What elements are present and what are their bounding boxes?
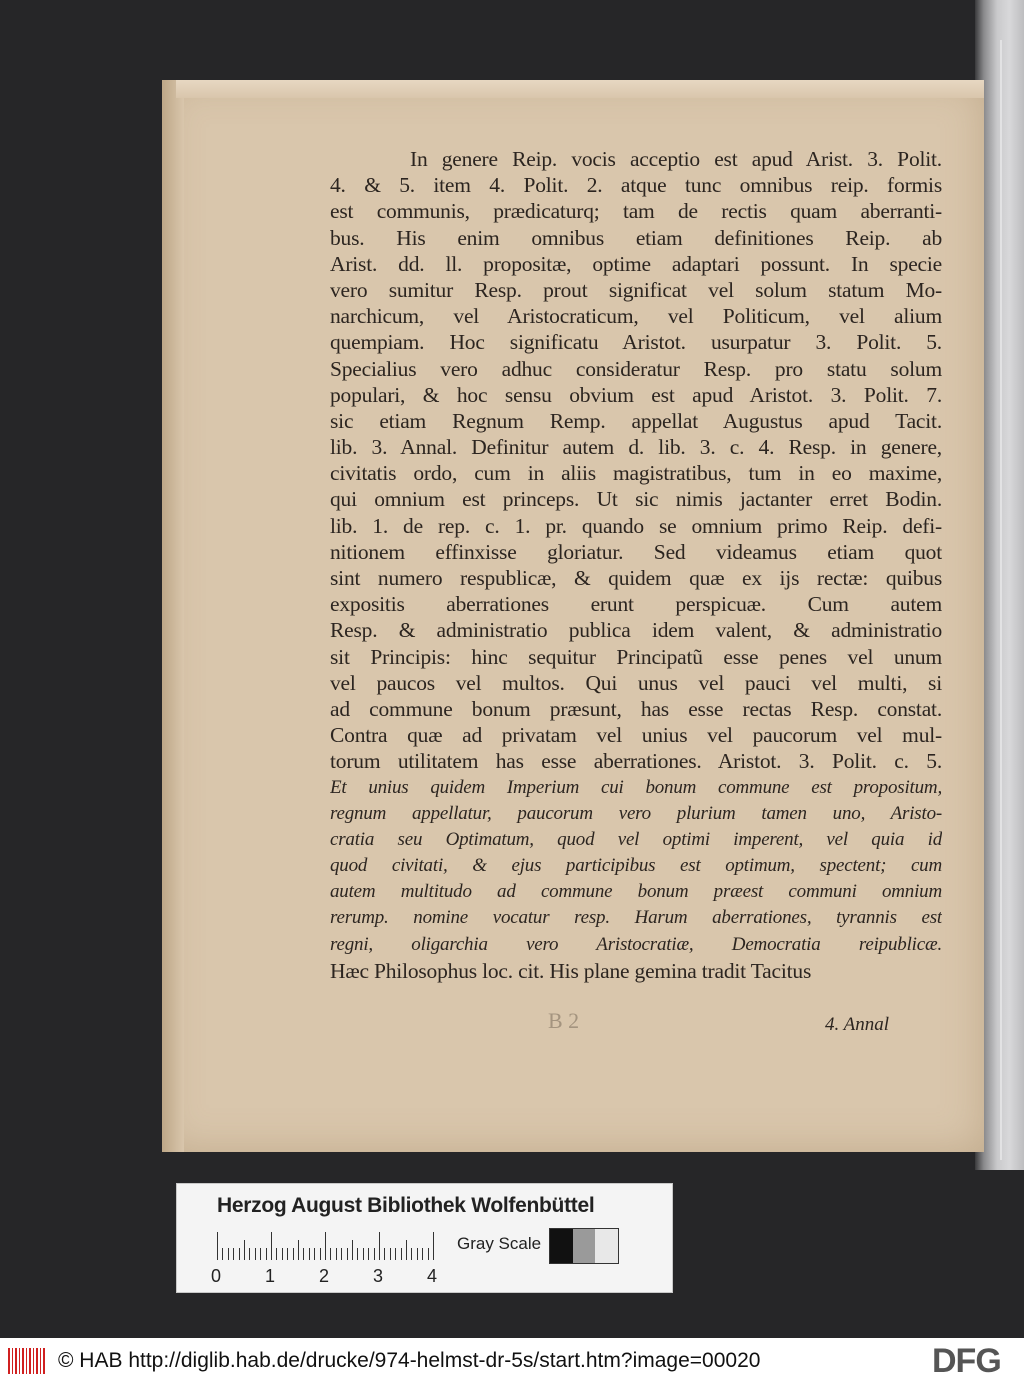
ruler-tick bbox=[309, 1248, 310, 1260]
ruler-tick bbox=[298, 1240, 299, 1260]
text-line: qui omnium est princeps. Ut sic nimis jactanter erret Bodin. bbox=[330, 487, 942, 512]
library-color-chart bbox=[176, 1183, 673, 1293]
text-line: nitionem effinxisse gloriatur. Sed videamus etiam quot bbox=[330, 539, 942, 564]
ruler-tick bbox=[325, 1232, 326, 1260]
ruler-tick bbox=[417, 1248, 418, 1260]
text-line: civitatis ordo, cum in aliis magistratibus, tum in eo maxime, bbox=[330, 461, 942, 486]
text-line: Contra quæ ad privatam vel unius vel paucorum vel mul- bbox=[330, 723, 942, 748]
text-line: narchicum, vel Aristocraticum, vel Politicum, vel alium bbox=[330, 304, 942, 329]
ruler-tick bbox=[217, 1232, 218, 1260]
text-line: vel paucos vel multos. Qui unus vel pauci vel multi, si bbox=[330, 670, 942, 695]
ruler-tick bbox=[422, 1248, 423, 1260]
ruler-tick bbox=[401, 1248, 402, 1260]
text-line: rerump. nomine vocatur resp. Harum aberrationes, tyrannis est bbox=[330, 907, 942, 929]
ruler-tick bbox=[411, 1248, 412, 1260]
page-text-block bbox=[330, 146, 942, 984]
grayscale-swatch bbox=[573, 1229, 596, 1263]
grayscale-swatch bbox=[550, 1229, 573, 1263]
ruler-tick bbox=[303, 1248, 304, 1260]
text-line: quod civitati, & ejus participibus est optimum, spectent; cum bbox=[330, 855, 942, 877]
text-line: lib. 1. de rep. c. 1. pr. quando se omnium primo Reip. defi- bbox=[330, 513, 942, 538]
ruler-tick bbox=[379, 1232, 380, 1260]
ruler-tick bbox=[406, 1240, 407, 1260]
ruler-tick bbox=[433, 1232, 434, 1260]
text-line: Hæc Philosophus loc. cit. His plane gemina tradit Tacitus bbox=[330, 958, 812, 983]
dfg-logo: DFG bbox=[932, 1342, 1001, 1380]
text-line: Specialius vero adhuc consideratur Resp. pro statu solum bbox=[330, 356, 942, 381]
ruler-tick bbox=[266, 1248, 267, 1260]
ruler-tick bbox=[384, 1248, 385, 1260]
ruler-tick bbox=[363, 1248, 364, 1260]
text-line: quempiam. Hoc significatu Aristot. usurpatur 3. Polit. 5. bbox=[330, 330, 942, 355]
text-line: Et unius quidem Imperium cui bonum commune est propositum, bbox=[330, 776, 942, 798]
ruler-tick bbox=[228, 1248, 229, 1260]
library-name: Herzog August Bibliothek Wolfenbüttel bbox=[217, 1194, 595, 1217]
text-line: Resp. & administratio publica idem valent, & administratio bbox=[330, 618, 942, 643]
ruler-tick bbox=[239, 1248, 240, 1260]
text-line: ad commune bonum præsunt, has esse rectas Resp. constat. bbox=[330, 696, 942, 721]
text-line: In genere Reip. vocis acceptio est apud Arist. 3. Polit. bbox=[410, 147, 942, 171]
grayscale-swatch bbox=[595, 1229, 618, 1263]
ruler-tick bbox=[428, 1248, 429, 1260]
text-line: bus. His enim omnibus etiam definitiones Reip. ab bbox=[330, 225, 942, 250]
ruler-tick bbox=[336, 1248, 337, 1260]
text-line: autem multitudo ad commune bonum præest communi omnium bbox=[330, 881, 942, 903]
text-line: cratia seu Optimatum, quod vel optimi imperent, vel quia id bbox=[330, 828, 942, 850]
ruler-tick bbox=[260, 1248, 261, 1260]
text-line: est communis, prædicaturq; tam de rectis quam aberranti- bbox=[330, 199, 942, 224]
ruler-tick bbox=[395, 1248, 396, 1260]
text-line: 4. & 5. item 4. Polit. 2. atque tunc omnibus reip. formis bbox=[330, 173, 942, 198]
text-line: populari, & hoc sensu obvium est apud Aristot. 3. Polit. 7. bbox=[330, 382, 942, 407]
ruler-tick bbox=[293, 1248, 294, 1260]
ruler-tick bbox=[368, 1248, 369, 1260]
text-line: expositis aberrationes erunt perspicuæ. Cum autem bbox=[330, 592, 942, 617]
barcode-icon bbox=[8, 1348, 46, 1374]
ruler-tick bbox=[374, 1248, 375, 1260]
text-line: torum utilitatem has esse aberrationes. Aristot. 3. Polit. c. 5. bbox=[330, 749, 942, 774]
text-line: sit Principis: hinc sequitur Principatũ esse penes vel unum bbox=[330, 644, 942, 669]
ruler-tick bbox=[255, 1248, 256, 1260]
ruler-scale bbox=[217, 1232, 437, 1260]
ruler-tick bbox=[352, 1240, 353, 1260]
ruler-tick bbox=[357, 1248, 358, 1260]
ruler-tick bbox=[314, 1248, 315, 1260]
glass-edge bbox=[1000, 40, 1002, 1160]
footer-bar bbox=[0, 1338, 1024, 1385]
ruler-tick bbox=[347, 1248, 348, 1260]
text-line: lib. 3. Annal. Definitur autem d. lib. 3. c. 4. Resp. in genere, bbox=[330, 435, 942, 460]
signature-mark: B 2 bbox=[548, 1008, 580, 1033]
ruler-tick bbox=[249, 1248, 250, 1260]
ruler-number: 2 bbox=[319, 1266, 330, 1286]
ruler-tick bbox=[276, 1248, 277, 1260]
ruler-number: 0 bbox=[211, 1266, 222, 1286]
text-line: regni, oligarchia vero Aristocratiæ, Democratia reipublicæ. bbox=[330, 933, 942, 955]
text-line: sic etiam Regnum Remp. appellat Augustus apud Tacit. bbox=[330, 408, 942, 433]
ruler-tick bbox=[390, 1248, 391, 1260]
text-line: sint numero respublicæ, & quidem quæ ex ijs rectæ: quibus bbox=[330, 566, 942, 590]
ruler-tick bbox=[341, 1248, 342, 1260]
ruler-tick bbox=[271, 1232, 272, 1260]
page-gutter-shadow bbox=[162, 80, 184, 1152]
ruler-tick bbox=[330, 1248, 331, 1260]
ruler-tick bbox=[282, 1248, 283, 1260]
ruler-tick bbox=[244, 1240, 245, 1260]
grayscale-label: Gray Scale bbox=[457, 1234, 542, 1253]
ruler-tick bbox=[320, 1248, 321, 1260]
catchword: 4. Annal bbox=[825, 1014, 890, 1035]
text-line: vero sumitur Resp. prout significat vel solum statum Mo- bbox=[330, 277, 942, 302]
ruler-number: 1 bbox=[265, 1266, 276, 1286]
ruler-tick bbox=[222, 1248, 223, 1260]
page-top-edge bbox=[176, 80, 984, 98]
ruler-tick bbox=[287, 1248, 288, 1260]
text-line: Arist. dd. ll. propositæ, optime adaptari possunt. In specie bbox=[330, 251, 942, 276]
text-line: regnum appellatur, paucorum vero plurium tamen uno, Aristo- bbox=[330, 802, 942, 824]
ruler-number: 4 bbox=[427, 1266, 438, 1286]
ruler-number: 3 bbox=[373, 1266, 384, 1286]
copyright-link[interactable]: © HAB http://diglib.hab.de/drucke/974-helmst-dr-5s/start.htm?image=00020 bbox=[58, 1349, 761, 1372]
ruler-tick bbox=[233, 1248, 234, 1260]
grayscale-swatches bbox=[549, 1228, 619, 1264]
